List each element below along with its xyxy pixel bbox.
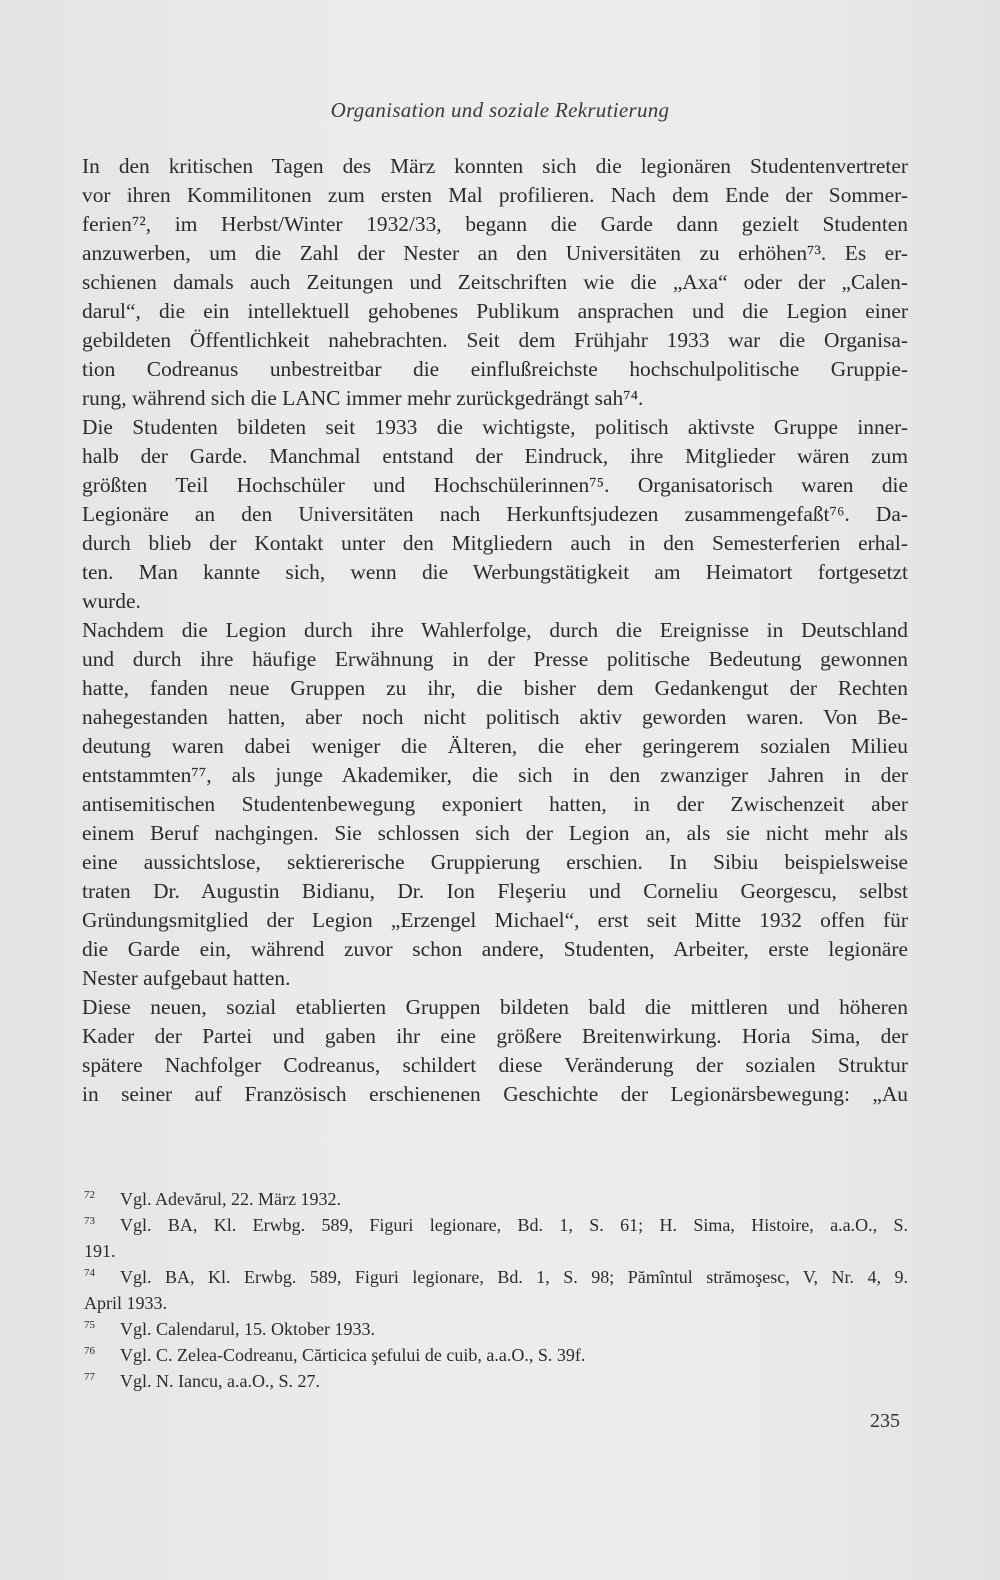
footnote-text: Vgl. N. Iancu, a.a.O., S. 27.: [120, 1371, 320, 1391]
footnote-line: [84, 1368, 908, 1394]
footnote-line: [84, 1342, 908, 1368]
body-line: Nester aufgebaut hatten.: [82, 966, 291, 990]
footnote-text: Vgl. Calendarul, 15. Oktober 1933.: [120, 1319, 375, 1339]
body-line: rung, während sich die LANC immer mehr zurückgedrängt sah⁷⁴.: [82, 386, 644, 410]
page-number: 235: [870, 1410, 900, 1432]
footnote-text: Vgl. BA, Kl. Erwbg. 589, Figuri legionare, Bd. 1, S. 98; Pămîntul strămoşesc, V, Nr. 4, 9.: [120, 1267, 908, 1287]
footnote-line: [84, 1316, 908, 1342]
footnotes: [84, 1186, 908, 1394]
body-line: Die Studenten bildeten seit 1933 die wichtigste, politisch aktivste Gruppe inner-: [82, 415, 908, 439]
body-line: einem Beruf nachgingen. Sie schlossen sich der Legion an, als sie nicht mehr als: [82, 821, 908, 845]
body-line: ferien⁷², im Herbst/Winter 1932/33, begann die Garde dann gezielt Studenten: [82, 212, 908, 236]
body-line: Gründungsmitglied der Legion „Erzengel Michael“, erst seit Mitte 1932 offen für: [82, 908, 908, 932]
body-line: anzuwerben, um die Zahl der Nester an den Universitäten zu erhöhen⁷³. Es er-: [82, 241, 908, 265]
body-line: Diese neuen, sozial etablierten Gruppen bildeten bald die mittleren und höheren: [82, 995, 908, 1019]
footnote-text: 191.: [84, 1241, 116, 1261]
footnote-number: 75: [84, 1319, 95, 1331]
body-line: Nachdem die Legion durch ihre Wahlerfolge, durch die Ereignisse in Deutschland: [82, 618, 908, 642]
body-line: darul“, die ein intellektuell gehobenes Publikum ansprachen und die Legion einer: [82, 299, 908, 323]
body-line: größten Teil Hochschüler und Hochschülerinnen⁷⁵. Organisatorisch waren die: [82, 473, 908, 497]
body-line: gebildeten Öffentlichkeit nahebrachten. Seit dem Frühjahr 1933 war die Organisa-: [82, 328, 908, 352]
body-line: wurde.: [82, 589, 141, 613]
footnote-text: April 1933.: [84, 1293, 167, 1313]
footnote-line: [84, 1186, 908, 1212]
body-line: entstammten⁷⁷, als junge Akademiker, die sich in den zwanziger Jahren in der: [82, 763, 908, 787]
body-line: Kader der Partei und gaben ihr eine größere Breitenwirkung. Horia Sima, der: [82, 1024, 908, 1048]
body-line: tion Codreanus unbestreitbar die einflußreichste hochschulpolitische Gruppie-: [82, 357, 908, 381]
footnote-text: Vgl. BA, Kl. Erwbg. 589, Figuri legionare, Bd. 1, S. 61; H. Sima, Histoire, a.a.O., S.: [120, 1215, 908, 1235]
body-line: deutung waren dabei weniger die Älteren, die eher geringerem sozialen Milieu: [82, 734, 908, 758]
footnote-text: Vgl. Adevărul, 22. März 1932.: [120, 1189, 341, 1209]
body-line: halb der Garde. Manchmal entstand der Eindruck, ihre Mitglieder wären zum: [82, 444, 908, 468]
body-line: Legionäre an den Universitäten nach Herkunftsjudezen zusammengefaßt⁷⁶. Da-: [82, 502, 908, 526]
footnote-line: [84, 1290, 908, 1316]
body-line: nahegestanden hatten, aber noch nicht politisch aktiv geworden waren. Von Be-: [82, 705, 908, 729]
body-line: antisemitischen Studentenbewegung exponiert hatten, in der Zwischenzeit aber: [82, 792, 908, 816]
body-text: [82, 152, 908, 1109]
body-line: vor ihren Kommilitonen zum ersten Mal profilieren. Nach dem Ende der Sommer-: [82, 183, 908, 207]
footnote-line: [84, 1264, 908, 1290]
body-line: hatte, fanden neue Gruppen zu ihr, die bisher dem Gedankengut der Rechten: [82, 676, 908, 700]
footnote-number: 74: [84, 1267, 95, 1279]
footnote-number: 72: [84, 1189, 95, 1201]
body-line: durch blieb der Kontakt unter den Mitgliedern auch in den Semesterferien erhal-: [82, 531, 908, 555]
body-line: und durch ihre häufige Erwähnung in der Presse politische Bedeutung gewonnen: [82, 647, 908, 671]
footnote-line: [84, 1238, 908, 1264]
body-line: eine aussichtslose, sektiererische Gruppierung erschien. In Sibiu beispielsweise: [82, 850, 908, 874]
footnote-text: Vgl. C. Zelea-Codreanu, Cărticica şefului de cuib, a.a.O., S. 39f.: [120, 1345, 586, 1365]
footnote-number: 73: [84, 1215, 95, 1227]
body-line: ten. Man kannte sich, wenn die Werbungstätigkeit am Heimatort fortgesetzt: [82, 560, 908, 584]
footnote-line: [84, 1212, 908, 1238]
footnote-number: 77: [84, 1371, 95, 1383]
running-head: Organisation und soziale Rekrutierung: [330, 98, 670, 122]
body-line: schienen damals auch Zeitungen und Zeitschriften wie die „Axa“ oder der „Calen-: [82, 270, 908, 294]
body-line: in seiner auf Französisch erschienenen Geschichte der Legionärsbewegung: „Au: [82, 1082, 908, 1106]
footnote-number: 76: [84, 1345, 95, 1357]
body-line: In den kritischen Tagen des März konnten sich die legionären Studentenvertreter: [82, 154, 908, 178]
body-line: traten Dr. Augustin Bidianu, Dr. Ion Fleşeriu und Corneliu Georgescu, selbst: [82, 879, 908, 903]
body-line: die Garde ein, während zuvor schon andere, Studenten, Arbeiter, erste legionäre: [82, 937, 908, 961]
body-line: spätere Nachfolger Codreanus, schildert diese Veränderung der sozialen Struktur: [82, 1053, 908, 1077]
